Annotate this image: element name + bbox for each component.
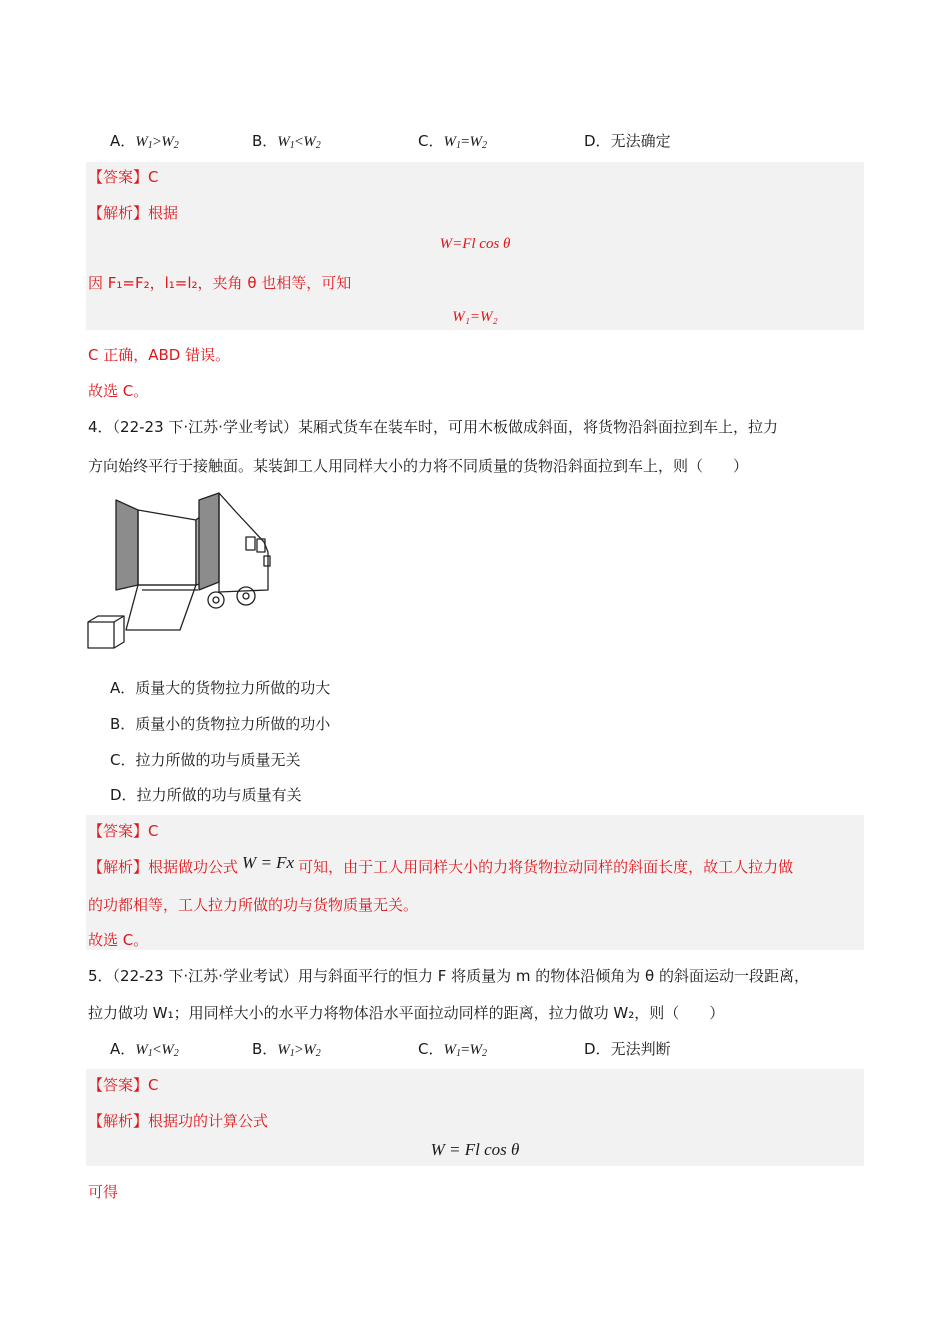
q4-stem-line2: 方向始终平行于接触面。某装卸工人用同样大小的力将不同质量的货物沿斜面拉到车上，则（ ） <box>88 457 749 475</box>
q3-result: W₁=W₂ <box>452 309 498 325</box>
ramp <box>126 585 196 630</box>
wheel-front <box>237 587 255 605</box>
truck-drawing <box>88 493 270 648</box>
q5-answer: 【答案】C <box>88 1076 159 1094</box>
q4-analysis: 【解析】根据做功公式 W = Fx 可知，由于工人用同样大小的力将货物拉动同样的斜面长度，故工人拉力做 <box>88 853 794 876</box>
q4-stem-line1: 4．（22-23 下·江苏·学业考试）某厢式货车在装车时，可用木板做成斜面，将货物沿斜面拉到车上，拉力 <box>88 418 778 436</box>
q5-formula: W = Fl cos θ <box>430 1140 520 1159</box>
q5-stem-line2: 拉力做功 W₁；用同样大小的水平力将物体沿水平面拉动同样的距离，拉力做功 W₂，则（ ） <box>88 1004 725 1022</box>
q4-answer-box <box>86 815 864 950</box>
q4-option-d[interactable]: D．拉力所做的功与质量有关 <box>110 786 302 804</box>
q4-answer: 【答案】C <box>88 822 159 840</box>
q3-analysis: 【解析】根据 <box>88 204 179 222</box>
truck-figure <box>86 490 282 652</box>
right-door <box>199 493 219 590</box>
q3-correct: C 正确，ABD 错误。 <box>88 346 231 364</box>
q3-option-b[interactable]: B．$W_1<W_2$ <box>252 132 321 151</box>
q5-option-d[interactable]: D．无法判断 <box>584 1040 671 1058</box>
wheel-front-hub <box>243 593 249 599</box>
q3-option-a[interactable]: A．$W_1>W_2$ <box>110 132 179 151</box>
q4-analysis-line2: 的功都相等，工人拉力所做的功与货物质量无关。 <box>88 896 419 914</box>
cab-window-1 <box>246 537 255 550</box>
q4-option-a[interactable]: A．质量大的货物拉力所做的功大 <box>110 679 331 697</box>
cargo-interior <box>138 510 196 585</box>
left-door <box>116 500 138 590</box>
q3-option-c[interactable]: C．$W_1=W_2$ <box>418 132 487 151</box>
q5-option-b[interactable]: B．$W_1>W_2$ <box>252 1040 321 1059</box>
cargo-box <box>88 616 124 648</box>
q3-reason: 因 F₁=F₂，l₁=l₂，夹角 θ 也相等，可知 <box>88 274 352 292</box>
q3-option-d[interactable]: D．无法确定 <box>584 132 671 150</box>
wheel-rear <box>208 592 224 608</box>
q4-formula: W = Fx <box>242 853 295 872</box>
q4-option-b[interactable]: B．质量小的货物拉力所做的功小 <box>110 715 331 733</box>
q5-analysis: 【解析】根据功的计算公式 <box>88 1112 269 1130</box>
q4-conclusion: 故选 C。 <box>88 931 149 949</box>
q5-option-c[interactable]: C．$W_1=W_2$ <box>418 1040 487 1059</box>
q4-option-c[interactable]: C．拉力所做的功与质量无关 <box>110 751 301 769</box>
q3-formula: W=Fl cos θ <box>439 236 511 252</box>
q3-answer: 【答案】C <box>88 168 159 186</box>
cab <box>219 493 268 592</box>
q5-option-a[interactable]: A．$W_1<W_2$ <box>110 1040 179 1059</box>
cab-light <box>264 556 270 566</box>
q5-options-row <box>0 1038 950 1060</box>
q5-after: 可得 <box>88 1183 119 1201</box>
q3-conclusion: 故选 C。 <box>88 382 149 400</box>
q3-options-row <box>0 130 950 152</box>
q5-stem-line1: 5．（22-23 下·江苏·学业考试）用与斜面平行的恒力 F 将质量为 m 的物体沿倾角为 θ 的斜面运动一段距离， <box>88 967 809 985</box>
wheel-rear-hub <box>213 597 219 603</box>
